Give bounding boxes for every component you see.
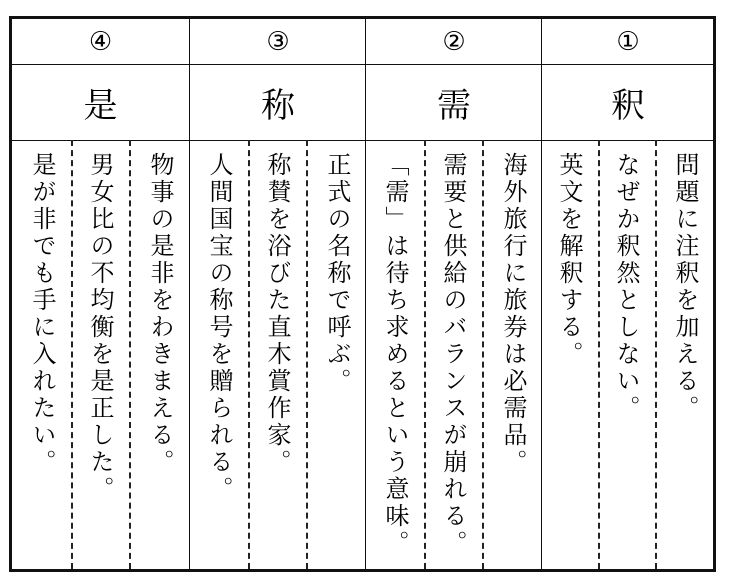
column-kanji: 需 [366, 64, 542, 141]
column-kanji: 是 [12, 64, 189, 141]
column-kanji: 釈 [542, 64, 714, 141]
sentence-lane [540, 140, 600, 569]
sentence-lane [131, 140, 189, 569]
column-1 [541, 19, 714, 569]
column-2 [365, 19, 542, 569]
sentence-lane [190, 140, 250, 569]
sentence-lane [71, 140, 131, 569]
sentence-lane [308, 140, 366, 569]
sentence-lane [484, 140, 542, 569]
example-sentence: 英文を解釈する。 [555, 152, 583, 368]
example-sentence: 人間国宝の称号を贈られる。 [205, 152, 233, 503]
sentence-area [190, 140, 366, 569]
sentence-area [366, 140, 542, 569]
column-4 [12, 19, 189, 569]
sentence-area [542, 140, 714, 569]
example-sentence: 需要と供給のバランスが崩れる。 [439, 152, 467, 557]
sentence-lane [248, 140, 308, 569]
column-3 [189, 19, 366, 569]
sentence-lane [424, 140, 484, 569]
example-sentence: なぜか釈然としない。 [612, 152, 640, 422]
example-sentence: 海外旅行に旅券は必需品。 [499, 152, 527, 476]
column-number: ② [366, 19, 542, 65]
example-sentence: 「需」は待ち求めるという意味。 [381, 152, 409, 557]
example-sentence: 是が非でも手に入れたい。 [28, 152, 56, 476]
sentence-lane [366, 140, 426, 569]
column-number: ③ [190, 19, 366, 65]
column-number: ① [542, 19, 714, 65]
column-number: ④ [12, 19, 189, 65]
example-sentence: 称賛を浴びた直木賞作家。 [263, 152, 291, 476]
example-sentence: 物事の是非をわきまえる。 [146, 152, 174, 476]
example-sentence: 男女比の不均衡を是正した。 [86, 152, 114, 503]
sentence-area [12, 140, 189, 569]
example-sentence: 問題に注釈を加える。 [671, 152, 699, 422]
column-kanji: 称 [190, 64, 366, 141]
sentence-lane [656, 140, 714, 569]
kanji-worksheet-table [9, 16, 716, 572]
sentence-lane [13, 140, 73, 569]
sentence-lane [597, 140, 657, 569]
example-sentence: 正式の名称で呼ぶ。 [323, 152, 351, 395]
